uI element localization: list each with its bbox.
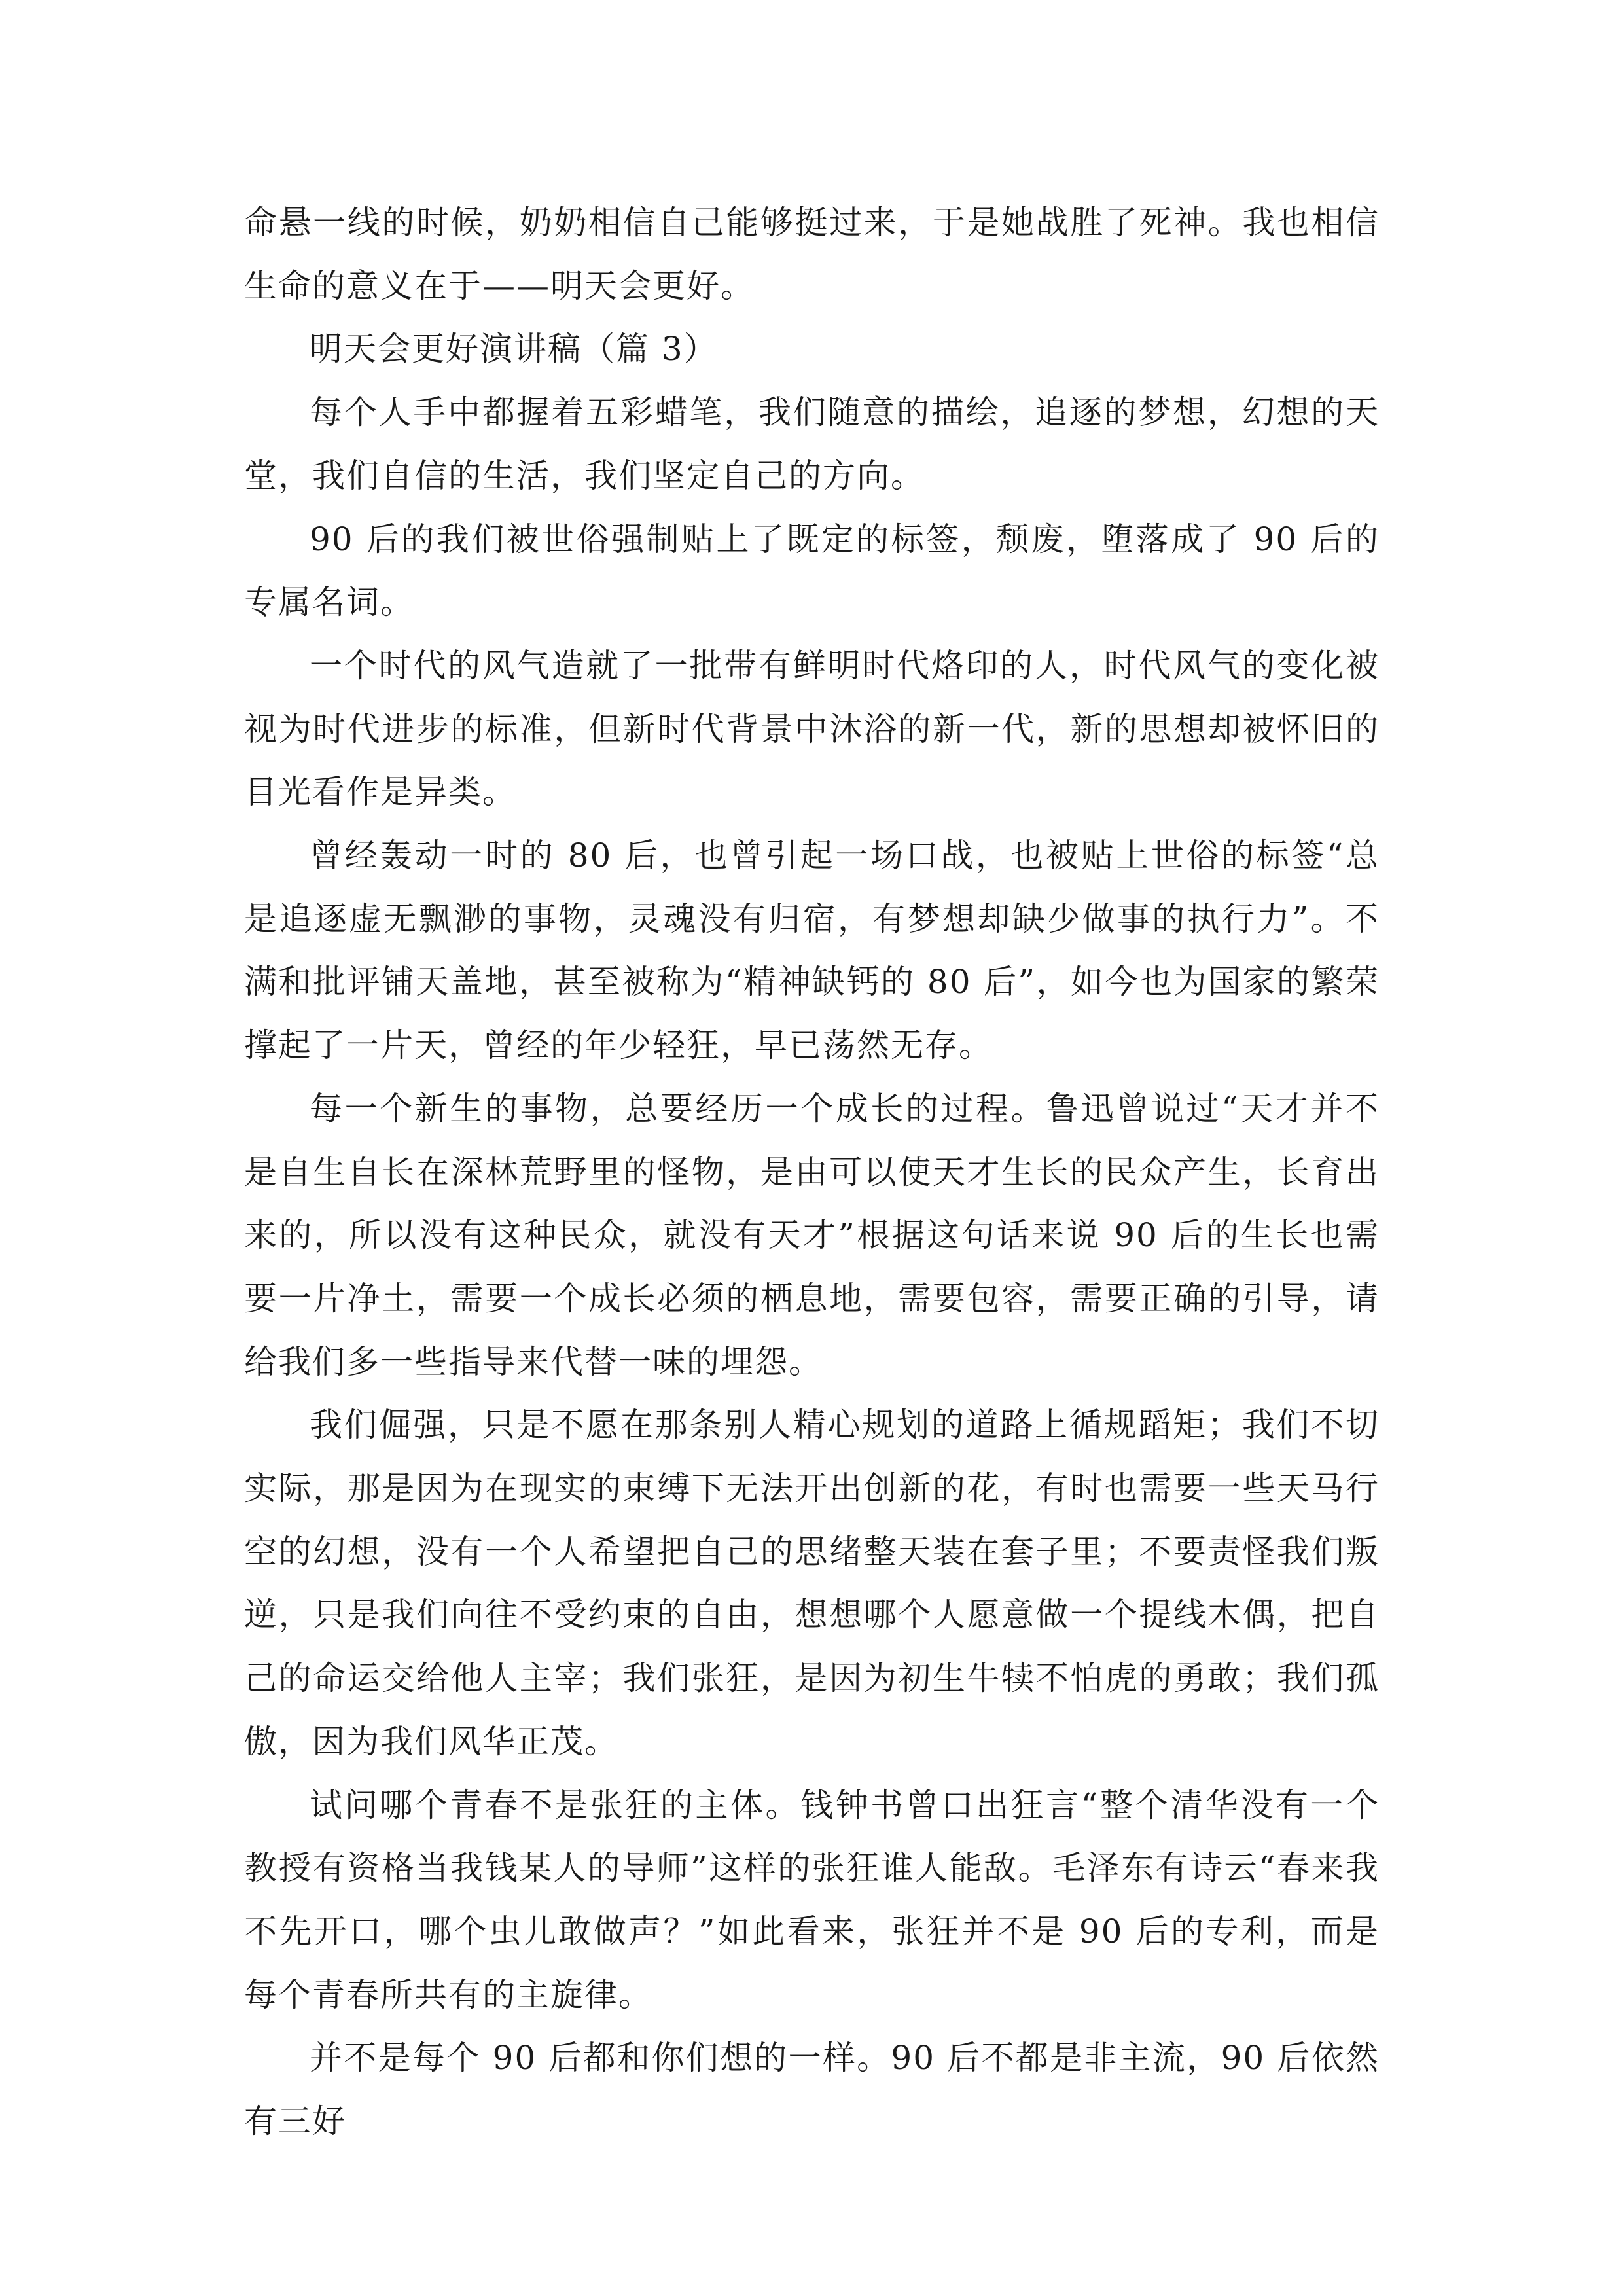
paragraph: 一个时代的风气造就了一批带有鲜明时代烙印的人，时代风气的变化被视为时代进步的标准，但新时代背景中沐浴的新一代，新的思想却被怀旧的目光看作是异类。 xyxy=(244,646,1380,812)
paragraph: 并不是每个 90 后都和你们想的一样。90 后不都是非主流，90 后依然有三好 xyxy=(244,2039,1380,2141)
section-heading: 明天会更好演讲稿（篇 3） xyxy=(310,330,718,368)
paragraph: 每个人手中都握着五彩蜡笔，我们随意的描绘，追逐的梦想，幻想的天堂，我们自信的生活，我们坚定自己的方向。 xyxy=(244,393,1380,495)
paragraph: 每一个新生的事物，总要经历一个成长的过程。鲁迅曾说过“天才并不是自生自长在深林荒野里的怪物，是由可以使天才生长的民众产生，长育出来的，所以没有这种民众，就没有天才”根据这句话来说 90 后的生长也需要一片净土，需要一个成长必须的栖息地，需要包容，需要正确的引导，请给我们多一些指导来代替一味的埋怨。 xyxy=(244,1089,1380,1381)
paragraph: 曾经轰动一时的 80 后，也曾引起一场口战，也被贴上世俗的标签“总是追逐虚无飘渺的事物，灵魂没有归宿，有梦想却缺少做事的执行力”。不满和批评铺天盖地，甚至被称为“精神缺钙的 80 后”，如今也为国家的繁荣撑起了一片天，曾经的年少轻狂，早已荡然无存。 xyxy=(244,836,1380,1065)
paragraph: 90 后的我们被世俗强制贴上了既定的标签，颓废，堕落成了 90 后的专属名词。 xyxy=(244,520,1380,622)
document-body xyxy=(244,191,1380,2153)
paragraph: 我们倔强，只是不愿在那条别人精心规划的道路上循规蹈矩；我们不切实际，那是因为在现实的束缚下无法开出创新的花，有时也需要一些天马行空的幻想，没有一个人希望把自己的思绪整天装在套子里；不要责怪我们叛逆，只是我们向往不受约束的自由，想想哪个人愿意做一个提线木偶，把自己的命运交给他人主宰；我们张狂，是因为初生牛犊不怕虎的勇敢；我们孤傲，因为我们风华正茂。 xyxy=(244,1406,1380,1761)
paragraph: 试问哪个青春不是张狂的主体。钱钟书曾口出狂言“整个清华没有一个教授有资格当我钱某人的导师”这样的张狂谁人能敌。毛泽东有诗云“春来我不先开口，哪个虫儿敢做声？”如此看来，张狂并不是 90 后的专利，而是每个青春所共有的主旋律。 xyxy=(244,1785,1380,2014)
paragraph: 命悬一线的时候，奶奶相信自己能够挺过来，于是她战胜了死神。我也相信生命的意义在于——明天会更好。 xyxy=(244,204,1380,305)
